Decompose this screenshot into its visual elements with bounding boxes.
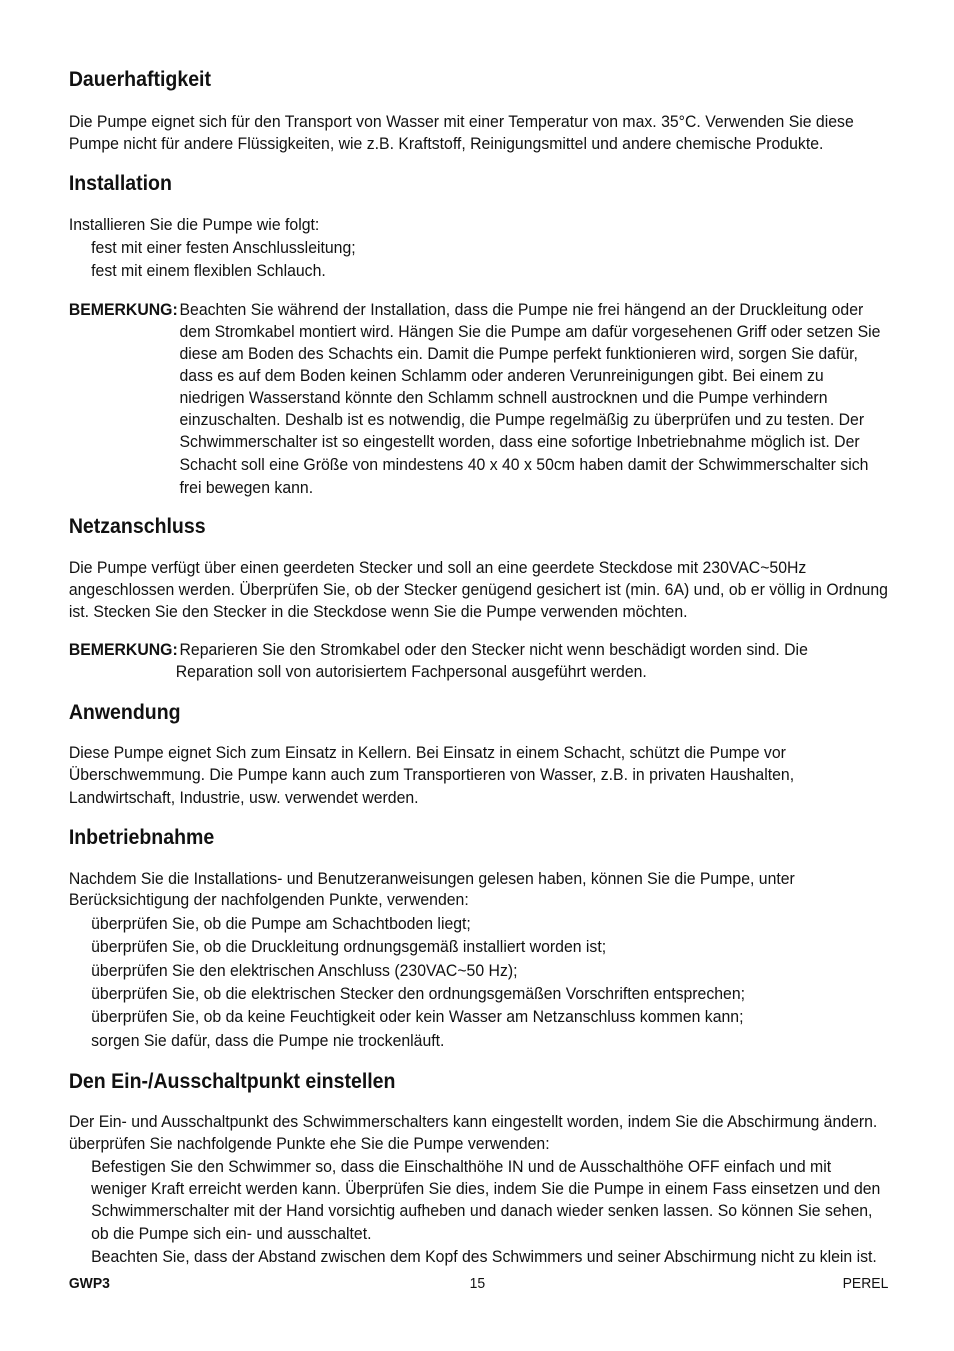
paragraph-line: Die Pumpe eignet sich für den Transport von Wasser mit einer Temperatur von max. 35°C. Verwenden Sie diese bbox=[68, 112, 854, 131]
note-line: Schacht soll eine Größe von mindestens 40 x 40 x 50cm haben damit der Schwimmerschalter sich bbox=[179, 455, 869, 474]
note-line: Schwimmerschalter ist so eingestellt worden, dass eine sofortige Inbetriebnahme möglich ist. Der bbox=[179, 432, 860, 451]
note-line: Reparieren Sie den Stromkabel oder den Stecker nicht wenn beschädigt worden sind. Die bbox=[179, 640, 808, 659]
list-item: überprüfen Sie, ob die Pumpe am Schachtboden liegt; bbox=[91, 914, 471, 933]
list-item: überprüfen Sie, ob die elektrischen Stecker den ordnungsgemäßen Vorschriften entsprechen; bbox=[91, 984, 746, 1003]
paragraph-line: Der Ein- und Ausschaltpunkt des Schwimmerschalters kann eingestellt worden, indem Sie die Abschirmung ändern. bbox=[68, 1112, 878, 1131]
list-item: überprüfen Sie den elektrischen Anschluss (230VAC~50 Hz); bbox=[91, 961, 518, 980]
heading-netzanschluss: Netzanschluss bbox=[68, 515, 206, 538]
list-item: sorgen Sie dafür, dass die Pumpe nie trockenläuft. bbox=[91, 1031, 445, 1050]
note-label: BEMERKUNG: bbox=[68, 300, 178, 319]
list-item: überprüfen Sie, ob da keine Feuchtigkeit oder kein Wasser am Netzanschluss kommen kann; bbox=[91, 1007, 744, 1026]
paragraph-line: ist. Stecken Sie den Stecker in die Steckdose wenn Sie die Pumpe verwenden möchten. bbox=[68, 602, 688, 621]
footer-model: GWP3 bbox=[68, 1275, 110, 1292]
heading-installation: Installation bbox=[68, 172, 172, 195]
list-item: weniger Kraft erreicht werden kann. Überprüfen Sie dies, indem Sie die Pumpe in einem Fass einsetzen und den bbox=[91, 1179, 881, 1198]
paragraph-line: Die Pumpe verfügt über einen geerdeten Stecker und soll an eine geerdete Steckdose mit 230VAC~50Hz bbox=[68, 558, 807, 577]
note-label: BEMERKUNG: bbox=[68, 640, 178, 659]
paragraph-line: Landwirtschaft, Industrie, usw. verwendet werden. bbox=[68, 788, 419, 807]
list-item: fest mit einem flexiblen Schlauch. bbox=[91, 261, 326, 280]
heading-inbetriebnahme: Inbetriebnahme bbox=[68, 826, 215, 849]
note-line: dass es auf dem Boden keinen Schlamm oder anderen Verunreinigungen gibt. Bei einem zu bbox=[179, 366, 824, 385]
note-line: niedrigen Wasserstand könnte den Schlamm schnell austrocknen und die Pumpe verhindern bbox=[179, 388, 828, 407]
paragraph-line: angeschlossen werden. Überprüfen Sie, ob der Stecker genügend gesichert ist (min. 6A) und, ob er völlig in Ordnung bbox=[68, 580, 888, 599]
heading-anwendung: Anwendung bbox=[68, 701, 181, 724]
paragraph-line: Berücksichtigung der nachfolgenden Punkte, verwenden: bbox=[68, 890, 469, 909]
note-line: Reparation soll von autorisiertem Fachpersonal ausgeführt werden. bbox=[175, 662, 647, 681]
paragraph-line: überprüfen Sie nachfolgende Punkte ehe Sie die Pumpe verwenden: bbox=[68, 1134, 550, 1153]
list-item: Beachten Sie, dass der Abstand zwischen dem Kopf des Schwimmers und seiner Abschirmung nicht zu klein ist. bbox=[91, 1247, 877, 1266]
note-line: frei bewegen kann. bbox=[179, 478, 314, 497]
note-line: dem Stromkabel montiert wird. Hängen Sie die Pumpe am dafür vorgesehenen Griff oder setzen Sie bbox=[179, 322, 881, 341]
paragraph-line: Nachdem Sie die Installations- und Benutzeranweisungen gelesen haben, können Sie die Pumpe, unter bbox=[68, 869, 795, 888]
heading-dauerhaftigkeit: Dauerhaftigkeit bbox=[68, 68, 211, 91]
note-line: diese am Boden des Schachts ein. Damit die Pumpe perfekt funktionieren wird, sorgen Sie dafür, bbox=[179, 344, 858, 363]
list-item: Befestigen Sie den Schwimmer so, dass die Einschalthöhe IN und de Ausschalthöhe OFF einfach und mit bbox=[91, 1157, 832, 1176]
footer-page-number: 15 bbox=[469, 1275, 486, 1292]
list-item: ob die Pumpe sich ein- und ausschaltet. bbox=[91, 1224, 372, 1243]
paragraph-line: Installieren Sie die Pumpe wie folgt: bbox=[68, 215, 320, 234]
paragraph-line: Diese Pumpe eignet Sich zum Einsatz in Kellern. Bei Einsatz in einem Schacht, schützt die Pumpe vor bbox=[68, 743, 786, 762]
note-line: einzuschalten. Deshalb ist es notwendig, die Pumpe regelmäßig zu überprüfen und zu testen. Der bbox=[179, 410, 865, 429]
footer-brand: PEREL bbox=[842, 1275, 889, 1292]
list-item: Schwimmerschalter mit der Hand vorsichtig aufheben und danach wieder senken lassen. So können Sie sehen, bbox=[91, 1201, 873, 1220]
list-item: fest mit einer festen Anschlussleitung; bbox=[91, 238, 356, 257]
paragraph-line: Überschwemmung. Die Pumpe kann auch zum Transportieren von Wasser, z.B. in privaten Haushalten, bbox=[68, 765, 795, 784]
list-item: überprüfen Sie, ob die Druckleitung ordnungsgemäß installiert worden ist; bbox=[91, 937, 607, 956]
paragraph-line: Pumpe nicht für andere Flüssigkeiten, wie z.B. Kraftstoff, Reinigungsmittel und andere chemische Produkte. bbox=[68, 134, 824, 153]
note-line: Beachten Sie während der Installation, dass die Pumpe nie frei hängend an der Druckleitung oder bbox=[179, 300, 864, 319]
heading-schaltpunkt: Den Ein-/Ausschaltpunkt einstellen bbox=[68, 1070, 396, 1093]
